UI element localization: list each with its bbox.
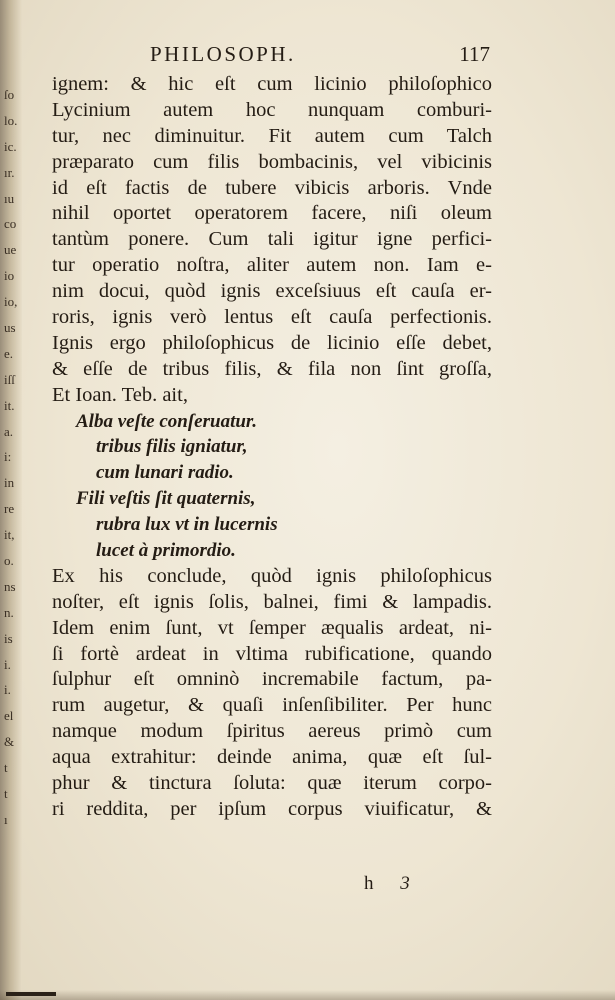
- text-line: Lycinium autem hoc nunquam comburi-: [52, 98, 492, 121]
- binding-mark: [6, 992, 56, 996]
- fragment: n.: [4, 604, 14, 620]
- fragment: i:: [4, 449, 12, 465]
- fragment: it.: [4, 397, 15, 413]
- fragment: io,: [4, 294, 18, 310]
- fragment: i.: [4, 682, 11, 698]
- page-number: 117: [459, 42, 490, 66]
- fragment: co: [4, 216, 17, 232]
- fragment: &: [4, 734, 15, 750]
- signature-number: 3: [400, 873, 410, 894]
- text-line: nihil oportet operatorem facere, niſi oleum: [52, 202, 492, 225]
- fragment: ı: [4, 811, 8, 827]
- verse-line: cum lunari radio.: [96, 462, 234, 484]
- verse-line: Alba veſte conſeruatur.: [76, 410, 258, 432]
- text-line: Ignis ergo philoſophicus de licinio eſſe debet,: [52, 331, 492, 354]
- adjacent-page-fragments: [4, 82, 24, 833]
- text-line: rum augetur, & quaſi inſenſibiliter. Per hunc: [52, 694, 492, 717]
- text-line: namque modum ſpiritus aereus primò cum: [52, 720, 492, 743]
- fragment: ns: [4, 578, 16, 594]
- text-line: Idem enim ſunt, vt ſemper æqualis ardeat, ni-: [52, 616, 492, 639]
- text-line: noſter, eſt ignis ſolis, balnei, fimi & lampadis.: [52, 590, 492, 613]
- fragment: ſo: [4, 87, 15, 102]
- text-line: ſi fortè ardeat in vltima rubificatione, quando: [52, 642, 492, 665]
- text-line: ri reddita, per ipſum corpus viuificatur, &: [52, 797, 492, 820]
- text-line: roris, ignis verò lentus eſt cauſa perfectionis.: [52, 306, 492, 329]
- signature-letter: h: [364, 873, 374, 894]
- fragment: t: [4, 786, 8, 802]
- fragment: io: [4, 268, 15, 284]
- text-line: nim docui, quòd ignis exceſsiuus eſt cauſa er-: [52, 280, 492, 303]
- running-head: PHILOSOPH.: [150, 42, 296, 66]
- verse-line: Fili veſtis ſit quaternis,: [76, 488, 256, 510]
- fragment: ue: [4, 242, 17, 258]
- verse-line: rubra lux vt in lucernis: [96, 514, 278, 536]
- text-line: ignem: & hic eſt cum licinio philoſophico: [52, 73, 492, 95]
- text-line: tur, nec diminuitur. Fit autem cum Talch: [52, 124, 492, 147]
- fragment: e.: [4, 345, 14, 361]
- fragment: ıu: [4, 190, 15, 206]
- fragment: a.: [4, 423, 14, 439]
- fragment: i.: [4, 656, 11, 672]
- fragment: is: [4, 630, 13, 646]
- fragment: o.: [4, 553, 14, 569]
- fragment: lo.: [4, 112, 18, 128]
- fragment: iſſ: [4, 371, 15, 387]
- fragment: it,: [4, 527, 15, 543]
- fragment: el: [4, 708, 14, 724]
- text-line: phur & tinctura ſoluta: quæ iterum corpo-: [52, 772, 492, 795]
- fragment: ic.: [4, 138, 17, 154]
- body-text: [52, 72, 492, 823]
- fragment: re: [4, 501, 15, 517]
- signature-mark: [364, 873, 410, 895]
- fragment: us: [4, 320, 16, 336]
- text-line: præparato cum filis bombacinis, vel vibicinis: [52, 150, 492, 173]
- text-line: ſulphur eſt omninò incremabile factum, pa-: [52, 668, 492, 691]
- page-header: [150, 38, 490, 68]
- verse-line: lucet à primordio.: [96, 540, 236, 562]
- text-line: tur operatio noſtra, aliter autem non. Iam e-: [52, 254, 492, 277]
- verse-line: tribus filis igniatur,: [96, 436, 248, 458]
- page-bottom-edge: [0, 990, 615, 1000]
- fragment: ır.: [4, 164, 15, 180]
- text-line: & eſſe de tribus filis, & fila non ſint groſſa,: [52, 357, 492, 380]
- text-line: tantùm ponere. Cum tali igitur igne perfici-: [52, 228, 492, 251]
- text-line: Et Ioan. Teb. ait,: [52, 383, 188, 406]
- fragment: t: [4, 760, 8, 776]
- text-line: aqua extrahitur: deinde anima, quæ eſt ſul-: [52, 746, 492, 769]
- text-line: Ex his conclude, quòd ignis philoſophicus: [52, 564, 492, 587]
- text-line: id eſt factis de tubere vibicis arboris. Vnde: [52, 176, 492, 199]
- fragment: in: [4, 475, 15, 491]
